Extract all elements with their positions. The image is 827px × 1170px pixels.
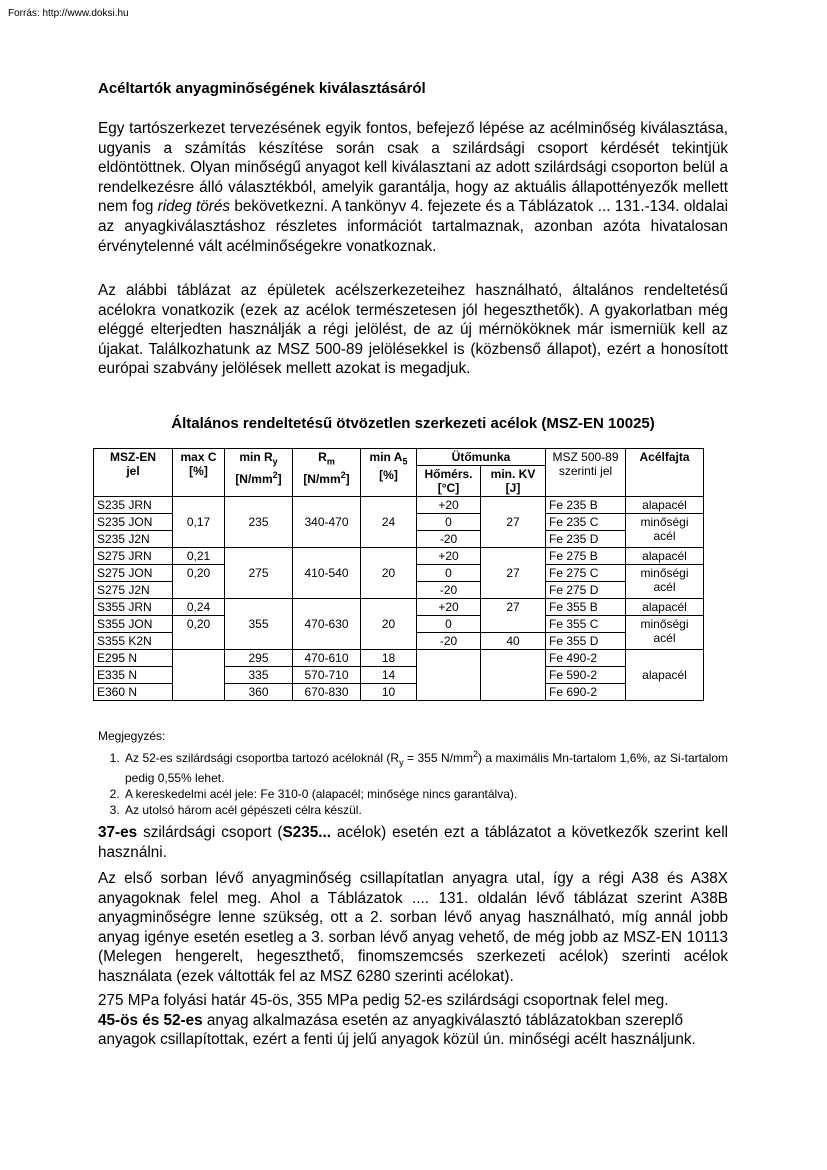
paragraph-first-row: Az első sorban lévő anyagminőség csillapítatlan anyagra utal, így a régi A38 és A38X anyagoknak felel meg. Ahol a Táblázatok .... 131. oldalán lévő táblázat szerint A38B anyagminőségre lenne szükség, ott a 2. sorban lévő anyag használható, míg annál jobb anyag igénye esetén esetleg a 3. sorban lévő anyag vehető, de még jobb az MSZ-EN 10113 (Melegen hengerelt, hegeszthető, finomszemcsés szerkezeti acélok) szerinti acélok használata (ezek váltották fel az MSZ 6280 szerinti acélokat). <box>98 870 728 985</box>
cell-rm: 470-630 <box>293 599 361 650</box>
paragraph-intro <box>98 119 728 256</box>
cell-name: E360 N <box>94 684 173 701</box>
cell-old-jel: Fe 235 B <box>546 497 626 514</box>
cell-name: S235 JON <box>94 514 173 531</box>
cell-min-a5: 18 <box>361 650 417 667</box>
cell-kind: alapacél <box>626 497 704 514</box>
note-item: 3. Az utolsó három acél gépészeti célra készül. <box>123 802 728 818</box>
cell-rm: 340-470 <box>293 497 361 548</box>
note-item: 2. A kereskedelmi acél jele: Fe 310-0 (alapacél; minősége nincs garantálva). <box>123 786 728 802</box>
cell-kind: minőségi acél <box>626 514 704 548</box>
cell-min-ry: 360 <box>225 684 293 701</box>
cell-temp: -20 <box>417 531 481 548</box>
cell-rm: 570-710 <box>293 667 361 684</box>
col-rm: $R_m$ $[N/mm^2]$ <box>293 449 361 497</box>
cell-kv: 27 <box>481 548 546 599</box>
table-row <box>94 650 704 667</box>
cell-old-jel: Fe 235 C <box>546 514 626 531</box>
cell-old-jel: Fe 235 D <box>546 531 626 548</box>
cell-min-a5: 10 <box>361 684 417 701</box>
cell-kv <box>481 650 546 701</box>
table-header-row <box>94 449 704 466</box>
col-acelfajta: Acélfajta <box>626 449 704 497</box>
cell-temp: 0 <box>417 514 481 531</box>
col-max-c: max C [%] <box>173 449 225 497</box>
table-row <box>94 548 704 565</box>
cell-temp: +20 <box>417 599 481 616</box>
cell-rm: 410-540 <box>293 548 361 599</box>
cell-temp: 0 <box>417 565 481 582</box>
cell-min-a5: 24 <box>361 497 417 548</box>
cell-temp: -20 <box>417 582 481 599</box>
cell-name: S235 JRN <box>94 497 173 514</box>
cell-temp: -20 <box>417 633 481 650</box>
cell-max-c: 0,21 <box>173 548 225 565</box>
cell-name: S355 JON <box>94 616 173 633</box>
col-msz-en: MSZ-EN jel <box>94 449 173 497</box>
cell-name: S275 JRN <box>94 548 173 565</box>
cell-max-c <box>173 650 225 701</box>
cell-old-jel: Fe 590-2 <box>546 667 626 684</box>
paragraph-intro-end: bekövetkezni. A tankönyv 4. fejezete és a Táblázatok ... 131.-134. oldalai az anyagkiválasztáshoz részletes információt tartalmaznak, azonban azóta hivatalosan érvénytelenné vált acélminőségekre vonatkoznak. <box>98 198 728 255</box>
cell-min-a5: 20 <box>361 548 417 599</box>
note-item: 1. Az 52-es szilárdsági csoportba tartozó acéloknál ($R_y = 355$ $N/mm^2$) a maximális Mn-tartalom 1,6%, az Si-tartalom pedig 0,55% lehet. <box>123 746 728 786</box>
cell-min-ry: 335 <box>225 667 293 684</box>
table-row <box>94 599 704 616</box>
paragraph-37: 37-es szilárdsági csoport (S235... acélok) esetén ezt a táblázatot a következők szerint kell használni. <box>98 824 728 861</box>
col-utomunka: Ütőmunka <box>417 449 546 466</box>
cell-name: S355 K2N <box>94 633 173 650</box>
cell-name: S355 JRN <box>94 599 173 616</box>
paragraph-intro-text: Egy tartószerkezet tervezésének egyik fontos, befejező lépése az acélminőség kiválasztása, ugyanis a számítás készítése során csak a szilárdsági csoport kérdését tekintjük eldöntöttnek. Olyan minőségű anyagot kell kiválasztani az adott szilárdsági csoporton belül a rendelkezésre álló választékból, amelyik garantálja, hogy az aktuális állapottényezők mellett nem fog <box>98 120 728 216</box>
paragraph-275: 275 MPa folyási határ 45-ös, 355 MPa pedig 52-es szilárdsági csoportnak felel meg. 45-ös és 52-es anyag alkalmazása esetén az anyagkiválasztó táblázatokban szereplő anyagok csillapítottak, ezért a fenti új jelű anyagok közül ún. minőségi acélt használjunk. <box>98 992 696 1049</box>
cell-temp: +20 <box>417 548 481 565</box>
cell-old-jel: Fe 490-2 <box>546 650 626 667</box>
cell-min-ry: 355 <box>225 599 293 650</box>
col-homers: Hőmérs. [°C] <box>417 466 481 497</box>
col-min-ry: $\min R_y$ $[N/mm^2]$ <box>225 449 293 497</box>
notes-list <box>98 746 728 818</box>
cell-name: S275 JON <box>94 565 173 582</box>
cell-old-jel: Fe 275 D <box>546 582 626 599</box>
cell-temp: 0 <box>417 616 481 633</box>
notes-block <box>98 728 728 818</box>
col-min-a5: $\min A_5$ [%] <box>361 449 417 497</box>
cell-name: S235 J2N <box>94 531 173 548</box>
cell-kv: 27 <box>481 497 546 548</box>
cell-temp <box>417 650 481 701</box>
cell-old-jel: Fe 355 B <box>546 599 626 616</box>
cell-name: E335 N <box>94 667 173 684</box>
paragraph-table-intro: Az alábbi táblázat az épületek acélszerkezeteihez használható, általános rendeltetésű acélokra vonatkozik (ezek az acélok természetesen jól hegeszthetők). A gyakorlatban még eléggé elterjedten használják a régi jelölést, de az új mérnököknek már ismerniük kell az újakat. Találkozhatunk az MSZ 500-89 jelölésekkel is (közbenső állapot), ezért a honosított európai szabvány jelölések mellett azokat is megadjuk. <box>98 282 728 378</box>
cell-name: E295 N <box>94 650 173 667</box>
col-min-kv: min. KV [J] <box>481 466 546 497</box>
cell-rm: 470-610 <box>293 650 361 667</box>
cell-temp: +20 <box>417 497 481 514</box>
cell-min-ry: 275 <box>225 548 293 599</box>
cell-kind: alapacél <box>626 548 704 565</box>
cell-min-ry: 295 <box>225 650 293 667</box>
cell-kind: minőségi acél <box>626 565 704 599</box>
table-row <box>94 497 704 514</box>
document-title: Acéltartók anyagminőségének kiválasztásáról <box>98 80 426 97</box>
cell-old-jel: Fe 275 C <box>546 565 626 582</box>
cell-old-jel: Fe 275 B <box>546 548 626 565</box>
steel-table <box>93 448 704 701</box>
cell-kind: minőségi acél <box>626 616 704 650</box>
cell-rm: 670-830 <box>293 684 361 701</box>
cell-kv: 40 <box>481 633 546 650</box>
cell-old-jel: Fe 355 C <box>546 616 626 633</box>
cell-min-a5: 14 <box>361 667 417 684</box>
cell-old-jel: Fe 355 D <box>546 633 626 650</box>
cell-max-c: 0,20 <box>173 565 225 599</box>
emphasis-rideg-tores: rideg törés <box>157 198 231 216</box>
cell-min-a5: 20 <box>361 599 417 650</box>
cell-min-ry: 235 <box>225 497 293 548</box>
table-title: Általános rendeltetésű ötvözetlen szerkezeti acélok (MSZ-EN 10025) <box>171 415 655 432</box>
source-url: Forrás: http://www.doksi.hu <box>8 8 129 19</box>
cell-kv: 27 <box>481 599 546 633</box>
cell-name: S275 J2N <box>94 582 173 599</box>
cell-max-c: 0,24 <box>173 599 225 616</box>
cell-kind: alapacél <box>626 599 704 616</box>
notes-heading: Megjegyzés: <box>98 729 166 743</box>
col-msz500: MSZ 500-89 szerinti jel <box>546 449 626 497</box>
cell-max-c: 0,17 <box>173 497 225 548</box>
cell-kind: alapacél <box>626 650 704 701</box>
cell-max-c: 0,20 <box>173 616 225 650</box>
cell-old-jel: Fe 690-2 <box>546 684 626 701</box>
